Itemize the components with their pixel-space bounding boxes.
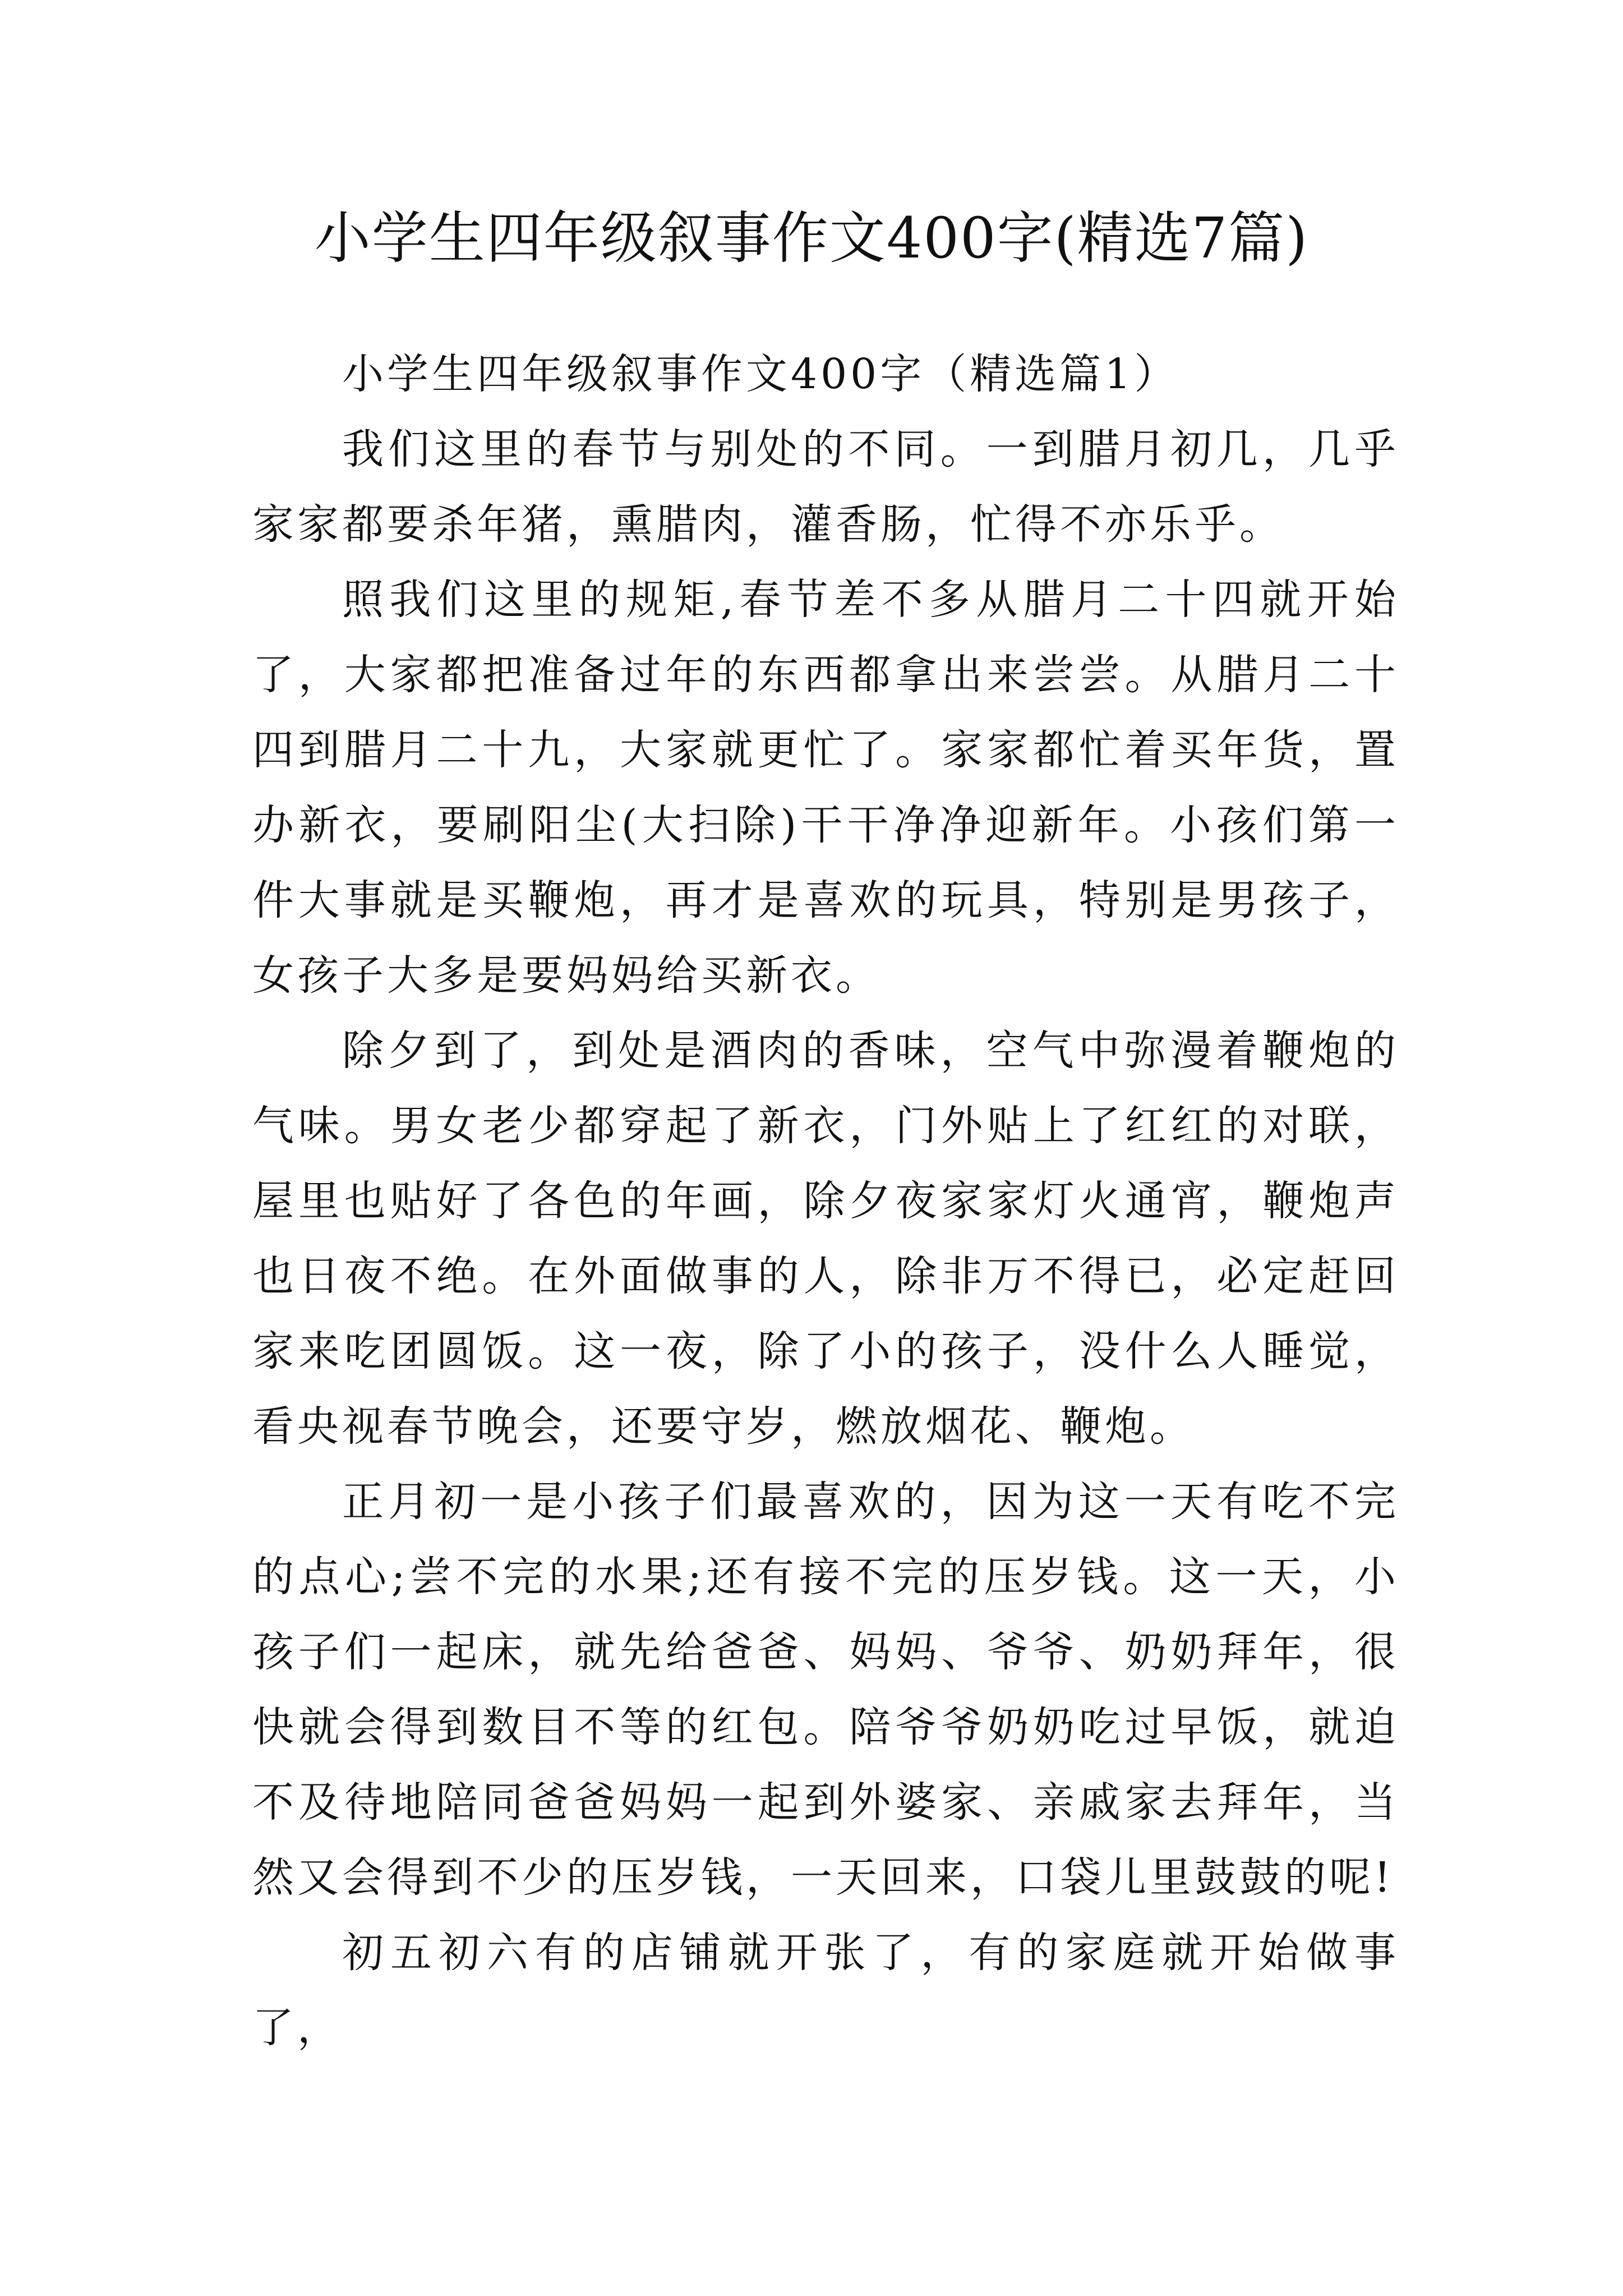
paragraph-2: 照我们这里的规矩,春节差不多从腊月二十四就开始了，大家都把准备过年的东西都拿出来尝尝。从腊月二十四到腊月二十九，大家就更忙了。家家都忙着买年货，置办新衣，要刷阳尘(大扫除)干干净净迎新年。小孩们第一件大事就是买鞭炮，再才是喜欢的玩具，特别是男孩子，女孩子大多是要妈妈给买新衣。 (252, 576, 1399, 1000)
document-title: 小学生四年级叙事作文400字(精选7篇) (314, 205, 1309, 271)
paragraph-4: 正月初一是小孩子们最喜欢的，因为这一天有吃不完的点心;尝不完的水果;还有接不完的压岁钱。这一天，小孩子们一起床，就先给爸爸、妈妈、爷爷、奶奶拜年，很快就会得到数目不等的红包。陪爷爷奶奶吃过早饭，就迫不及待地陪同爸爸妈妈一起到外婆家、亲戚家去拜年，当然又会得到不少的压岁钱，一天回来，口袋儿里鼓鼓的呢! (252, 1478, 1399, 1902)
paragraph-5: 初五初六有的店铺就开张了，有的家庭就开始做事了， (252, 1929, 1399, 2052)
section-heading: 小学生四年级叙事作文400字（精选篇1） (342, 350, 1179, 398)
paragraph-1: 我们这里的春节与别处的不同。一到腊月初几，几乎家家都要杀年猪，熏腊肉，灌香肠，忙得不亦乐乎。 (252, 425, 1399, 549)
paragraph-3: 除夕到了，到处是酒肉的香味，空气中弥漫着鞭炮的气味。男女老少都穿起了新衣，门外贴上了红红的对联，屋里也贴好了各色的年画，除夕夜家家灯火通宵，鞭炮声也日夜不绝。在外面做事的人，除非万不得已，必定赶回家来吃团圆饭。这一夜，除了小的孩子，没什么人睡觉，看央视春节晚会，还要守岁，燃放烟花、鞭炮。 (252, 1027, 1399, 1451)
document-body (252, 337, 1399, 2065)
